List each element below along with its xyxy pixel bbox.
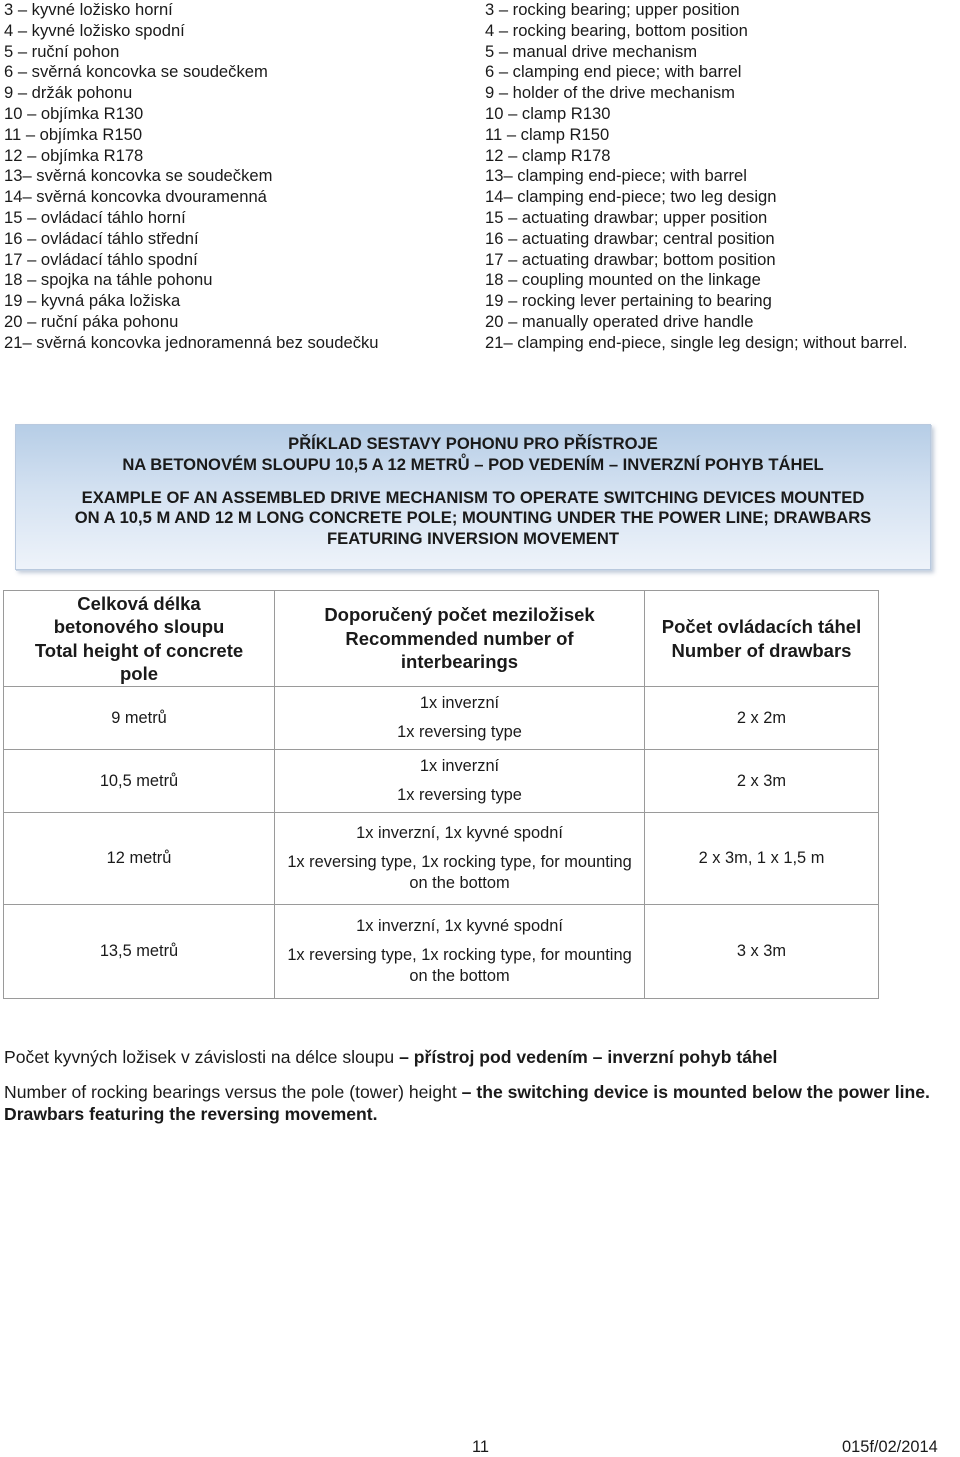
legend-english <box>485 0 955 354</box>
legend-item: 15 – actuating drawbar; upper position <box>485 207 768 227</box>
banner-line: NA BETONOVÉM SLOUPU 10,5 A 12 METRŮ – POD VEDENÍM – INVERZNÍ POHYB TÁHEL <box>122 454 824 474</box>
cell-interbearings: 1x inverzní 1x reversing type <box>275 687 645 750</box>
legend-item: 20 – manually operated drive handle <box>485 311 754 331</box>
legend-item: 19 – kyvná páka ložiska <box>4 291 181 311</box>
legend-item: 5 – ruční pohon <box>4 41 120 61</box>
legend-item: 11 – objímka R150 <box>4 124 143 144</box>
cell-drawbars: 3 x 3m <box>645 905 879 999</box>
banner-title-czech <box>16 434 930 476</box>
legend-item: 3 – kyvné ložisko horní <box>4 0 173 19</box>
legend-item: 20 – ruční páka pohonu <box>4 311 179 331</box>
cell-drawbars: 2 x 3m, 1 x 1,5 m <box>645 813 879 905</box>
legend-item: 17 – ovládací táhlo spodní <box>4 249 198 269</box>
cell-pole-height: 12 metrů <box>4 813 275 905</box>
cell-interbearings: 1x inverzní 1x reversing type <box>275 750 645 813</box>
legend-item: 6 – clamping end piece; with barrel <box>485 62 742 82</box>
legend-item: 13– svěrná koncovka se soudečkem <box>4 166 273 186</box>
legend-item: 13– clamping end-piece; with barrel <box>485 166 747 186</box>
cell-interbearings: 1x inverzní, 1x kyvné spodní 1x reversing type, 1x rocking type, for mounting on the bottom <box>275 813 645 905</box>
legend-item: 12 – objímka R178 <box>4 145 144 165</box>
legend-item: 10 – clamp R130 <box>485 103 611 123</box>
table-row <box>4 905 879 999</box>
legend-item: 21– clamping end-piece, single leg design; without barrel. <box>485 332 908 352</box>
page-number: 11 <box>472 1438 490 1456</box>
cell-interbearings: 1x inverzní, 1x kyvné spodní 1x reversing type, 1x rocking type, for mounting on the bottom <box>275 905 645 999</box>
legend-item: 14– svěrná koncovka dvouramenná <box>4 187 267 207</box>
legend-item: 3 – rocking bearing; upper position <box>485 0 740 19</box>
banner-line: ON A 10,5 M AND 12 M LONG CONCRETE POLE; MOUNTING UNDER THE POWER LINE; DRAWBARS <box>74 508 872 528</box>
cell-drawbars: 2 x 3m <box>645 750 879 813</box>
legend-item: 17 – actuating drawbar; bottom position <box>485 249 776 269</box>
header-interbearings: Doporučený počet meziložisek Recommended number of interbearings <box>275 591 645 687</box>
table-row <box>4 750 879 813</box>
section-banner <box>15 424 931 570</box>
legend-item: 9 – držák pohonu <box>4 83 133 103</box>
legend-item: 12 – clamp R178 <box>485 145 611 165</box>
legend-item: 18 – spojka na táhle pohonu <box>4 270 213 290</box>
cell-pole-height: 10,5 metrů <box>4 750 275 813</box>
legend-item: 6 – svěrná koncovka se soudečkem <box>4 62 268 82</box>
legend-item: 16 – ovládací táhlo střední <box>4 228 199 248</box>
legend-item: 4 – kyvné ložisko spodní <box>4 20 185 40</box>
legend-item: 11 – clamp R150 <box>485 124 610 144</box>
table-header-row <box>4 591 879 687</box>
banner-title-english <box>16 488 930 550</box>
legend-item: 21– svěrná koncovka jednoramenná bez soudečku <box>4 332 379 352</box>
table-row <box>4 687 879 750</box>
legend-item: 5 – manual drive mechanism <box>485 41 698 61</box>
legend-item: 18 – coupling mounted on the linkage <box>485 270 761 290</box>
note-czech: Počet kyvných ložisek v závislosti na délce sloupu – přístroj pod vedením – inverzní pohyb táhel <box>4 1047 778 1067</box>
bearing-spec-table <box>3 590 879 999</box>
legend-item: 15 – ovládací táhlo horní <box>4 207 186 227</box>
legend-item: 4 – rocking bearing, bottom position <box>485 20 748 40</box>
cell-pole-height: 13,5 metrů <box>4 905 275 999</box>
table-row <box>4 813 879 905</box>
header-drawbars: Počet ovládacích táhel Number of drawbars <box>645 591 879 687</box>
legend-czech <box>4 0 444 354</box>
legend-item: 9 – holder of the drive mechanism <box>485 83 735 103</box>
legend-item: 16 – actuating drawbar; central position <box>485 228 775 248</box>
header-pole-height: Celková délka betonového sloupu Total height of concrete pole <box>4 591 275 687</box>
legend-item: 10 – objímka R130 <box>4 103 144 123</box>
banner-line: FEATURING INVERSION MOVEMENT <box>327 529 619 549</box>
note-english: Number of rocking bearings versus the pole (tower) height – the switching device is mounted below the power line. Drawbars featuring the reversing movement. <box>4 1082 930 1124</box>
legend-item: 14– clamping end-piece; two leg design <box>485 187 777 207</box>
document-code: 015f/02/2014 <box>842 1438 938 1456</box>
banner-line: PŘÍKLAD SESTAVY POHONU PRO PŘÍSTROJE <box>288 434 658 453</box>
legend-item: 19 – rocking lever pertaining to bearing <box>485 291 772 311</box>
banner-line: EXAMPLE OF AN ASSEMBLED DRIVE MECHANISM TO OPERATE SWITCHING DEVICES MOUNTED <box>81 487 865 507</box>
cell-drawbars: 2 x 2m <box>645 687 879 750</box>
cell-pole-height: 9 metrů <box>4 687 275 750</box>
